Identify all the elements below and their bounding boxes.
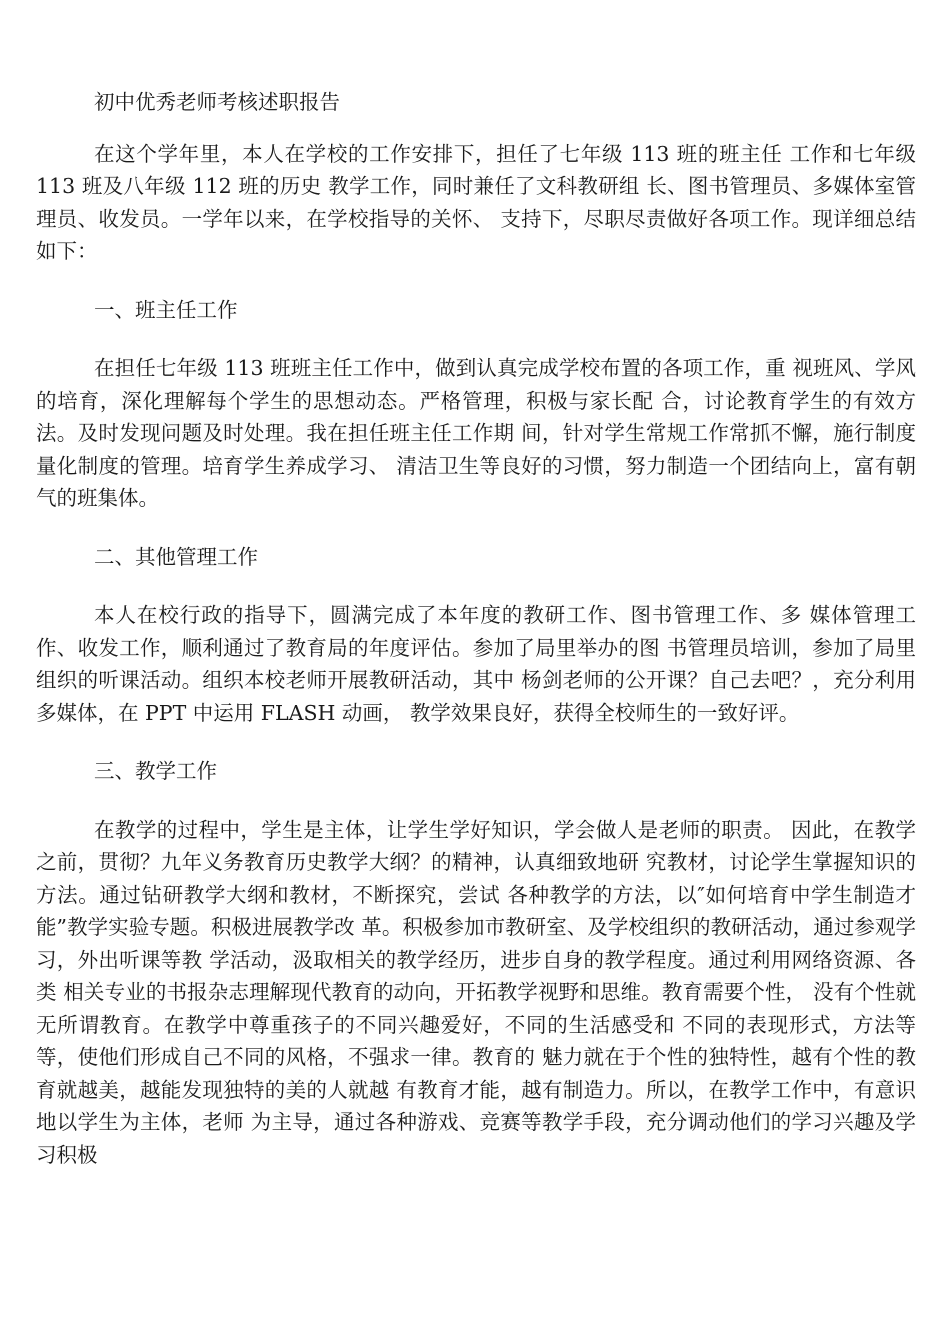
- section-body-management: 本人在校行政的指导下，圆满完成了本年度的教研工作、图书管理工作、多 媒体管理工作、收发工作，顺利通过了教育局的年度评估。参加了局里举办的图 书管理员培训，参加了局里组织的听课活动。组织本校老师开展教研活动，其中 杨剑老师的公开课？自己去吧？，充分利用多媒体，在 PPT 中运用 FLASH 动画， 教学效果良好，获得全校师生的一致好评。: [36, 603, 916, 725]
- section-heading-homeroom: 一、班主任工作: [94, 297, 238, 322]
- section-body-teaching: 在教学的过程中，学生是主体，让学生学好知识，学会做人是老师的职责。 因此，在教学之前，贯彻？九年义务教育历史教学大纲？的精神，认真细致地研 究教材，讨论学生掌握知识的方法。通过钻研教学大纲和教材，不断探究，尝试 各种教学的方法，以″如何培育中学生制造才能”教学实验专题。积极进展教学改 革。积极参加市教研室、及学校组织的教研活动，通过参观学习，外出听课等教 学活动，汲取相关的教学经历，进步自身的教学程度。通过利用网络资源、各类 相关专业的书报杂志理解现代教育的动向，开拓教学视野和思维。教育需要个性， 没有个性就无所谓教育。在教学中尊重孩子的不同兴趣爱好，不同的生活感受和 不同的表现形式，方法等等，使他们形成自己不同的风格，不强求一律。教育的 魅力就在于个性的独特性，越有个性的教育就越美，越能发现独特的美的人就越 有教育才能，越有制造力。所以，在教学工作中，有意识地以学生为主体，老师 为主导，通过各种游戏、竞赛等教学手段，充分调动他们的学习兴趣及学习积极: [36, 817, 916, 1167]
- document-body: [36, 86, 916, 1197]
- section-heading-management: 二、其他管理工作: [94, 544, 258, 569]
- document-title: 初中优秀老师考核述职报告: [94, 90, 340, 114]
- intro-paragraph: 在这个学年里，本人在学校的工作安排下，担任了七年级 113 班的班主任 工作和七年级 113 班及八年级 112 班的历史 教学工作，同时兼任了文科教研组 长、图书管理员、多媒体室管理员、收发员。一学年以来，在学校指导的关怀、 支持下，尽职尽责做好各项工作。现详细总结如下：: [36, 141, 916, 263]
- section-heading-teaching: 三、教学工作: [94, 759, 217, 783]
- section-body-homeroom: 在担任七年级 113 班班主任工作中，做到认真完成学校布置的各项工作，重 视班风、学风的培育，深化理解每个学生的思想动态。严格管理，积极与家长配 合，讨论教育学生的有效方法。及时发现问题及时处理。我在担任班主任工作期 间，针对学生常规工作常抓不懈，施行制度量化制度的管理。培育学生养成学习、 清洁卫生等良好的习惯，努力制造一个团结向上，富有朝气的班集体。: [36, 356, 916, 510]
